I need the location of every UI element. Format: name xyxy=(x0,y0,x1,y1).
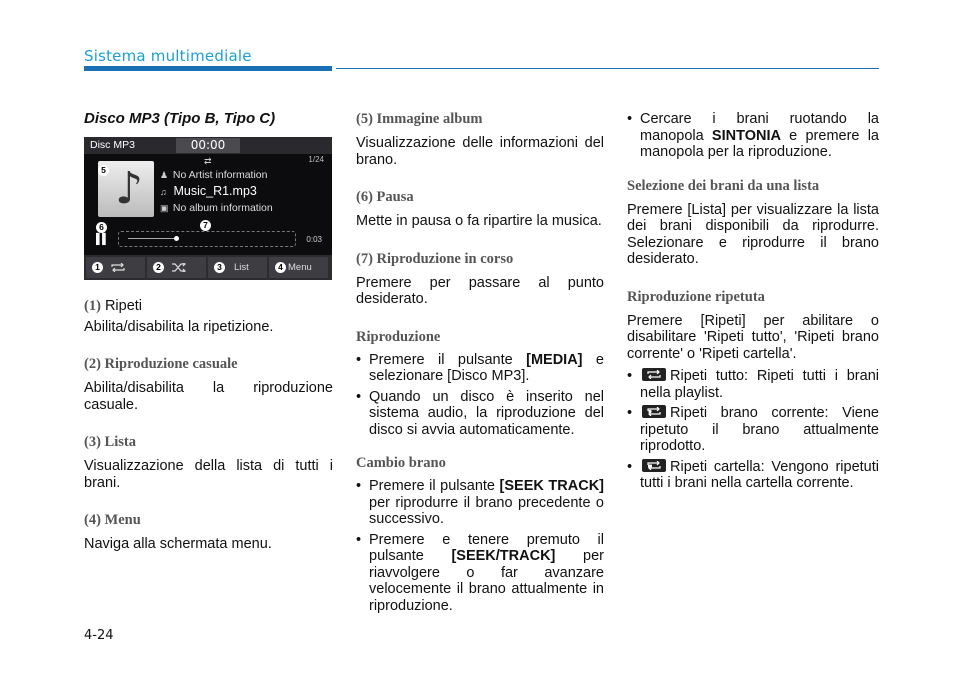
repeat-button[interactable] xyxy=(86,257,145,278)
music-note-icon: ♪ xyxy=(115,163,144,214)
item-1-label: Ripeti xyxy=(104,298,143,314)
badge-1: 1 xyxy=(92,262,103,273)
item-1-title xyxy=(84,298,333,315)
menu-button[interactable] xyxy=(269,257,328,278)
item-1-number: (1) xyxy=(84,298,101,314)
progress-fill xyxy=(128,238,176,239)
album-icon: ▣ xyxy=(160,203,169,213)
song-text: Music_R1.mp3 xyxy=(173,184,257,198)
repeat-status-icon: ⇄ xyxy=(204,156,212,166)
badge-6: 6 xyxy=(96,222,107,233)
progress-bar[interactable] xyxy=(118,231,296,247)
list-button-label: List xyxy=(234,262,249,273)
list-item: • Ripeti tutto: Ripeti tutti i brani nella playlist. xyxy=(627,368,879,401)
item-2-title: (2) Riproduzione casuale xyxy=(84,356,238,372)
repeat-folder-icon xyxy=(642,459,666,472)
progress-handle[interactable] xyxy=(174,236,179,241)
artist-text: No Artist information xyxy=(172,169,268,181)
list-item: • Ripeti brano corrente: Viene ripetuto il brano attualmente riprodotto. xyxy=(627,405,879,455)
song-info xyxy=(160,184,257,198)
item-5-text: Visualizzazione delle informazioni del brano. xyxy=(356,135,604,168)
list-button[interactable] xyxy=(208,257,267,278)
pause-icon[interactable]: ▌▌ xyxy=(96,234,109,245)
item-1-text: Abilita/disabilita la ripetizione. xyxy=(84,318,274,335)
album-text: No album information xyxy=(172,202,273,214)
list-item: • Quando un disco è inserito nel sistema audio, la riproduzione del disco si avvia automaticamente. xyxy=(356,389,604,439)
item-2-text: Abilita/disabilita la riproduzione casuale. xyxy=(84,380,333,413)
selezione-text: Premere [Lista] per visualizzare la lista dei brani disponibili da riprodurre. Selezionare e riprodurre il brano desiderato. xyxy=(627,201,879,267)
item-7-text: Premere per passare al punto desiderato. xyxy=(356,274,604,307)
item-3-title: (3) Lista xyxy=(84,434,136,450)
badge-3: 3 xyxy=(214,262,225,273)
list-item: • Ripeti cartella: Vengono ripetuti tutti i brani nella cartella corrente. xyxy=(627,459,879,492)
list-item: • Cercare i brani ruotando la manopola SINTONIA e premere la manopola per la riproduzione. xyxy=(627,111,879,161)
item-4-text: Naviga alla schermata menu. xyxy=(84,536,272,552)
list-item: • Premere il pulsante [MEDIA] e selezionare [Disco MP3]. xyxy=(356,352,604,385)
badge-5: 5 xyxy=(98,165,109,176)
riproduzione-title: Riproduzione xyxy=(356,328,441,345)
item-3-text: Visualizzazione della lista di tutti i brani. xyxy=(84,458,333,491)
badge-2: 2 xyxy=(153,262,164,273)
badge-7: 7 xyxy=(200,220,211,231)
elapsed-time: 0:03 xyxy=(306,235,322,244)
section-title: Sistema multimediale xyxy=(84,47,252,65)
riproduzione-list xyxy=(356,352,604,439)
screen-title: Disc MP3 xyxy=(90,139,135,151)
shuffle-icon xyxy=(171,263,187,272)
header-rule-thin xyxy=(336,68,879,69)
header-rule-thick xyxy=(84,66,332,71)
item-6-text: Mette in pausa o fa ripartire la musica. xyxy=(356,213,602,229)
page-number: 4-24 xyxy=(84,628,114,643)
list-item: • Premere il pulsante [SEEK TRACK] per riprodurre il brano precedente o successivo. xyxy=(356,478,604,528)
track-count: 1/24 xyxy=(308,155,324,164)
item-5-title: (5) Immagine album xyxy=(356,111,483,127)
repeat-one-icon xyxy=(642,405,666,418)
album-info xyxy=(160,202,273,214)
repeat-icon xyxy=(110,263,126,272)
cambio-list xyxy=(356,478,604,614)
ripetuta-title: Riproduzione ripetuta xyxy=(627,288,765,305)
page-heading: Disco MP3 (Tipo B, Tipo C) xyxy=(84,110,276,127)
list-item: • Premere e tenere premuto il pulsante [SEEK/TRACK] per riavvolgere o far avanzare velocemente il brano attualmente in riproduzione. xyxy=(356,532,604,615)
song-icon: ♫ xyxy=(160,187,167,197)
item-7-title: (7) Riproduzione in corso xyxy=(356,250,514,267)
item-4-title: (4) Menu xyxy=(84,512,141,528)
artist-icon: ♟ xyxy=(160,170,169,180)
cambio-title: Cambio brano xyxy=(356,455,446,471)
media-screen xyxy=(84,137,332,280)
menu-button-label: Menu xyxy=(288,262,312,273)
shuffle-button[interactable] xyxy=(147,257,206,278)
ripetuta-text: Premere [Ripeti] per abilitare o disabilitare 'Ripeti tutto', 'Ripeti brano corrente' o 'Ripeti cartella'. xyxy=(627,312,879,362)
selezione-title: Selezione dei brani da una lista xyxy=(627,177,820,194)
badge-4: 4 xyxy=(275,262,286,273)
repeat-modes-list xyxy=(627,368,879,492)
repeat-all-icon xyxy=(642,368,666,381)
search-list xyxy=(627,111,879,161)
screen-time: 00:00 xyxy=(176,138,240,153)
artist-info xyxy=(160,169,267,181)
item-6-title: (6) Pausa xyxy=(356,189,414,205)
